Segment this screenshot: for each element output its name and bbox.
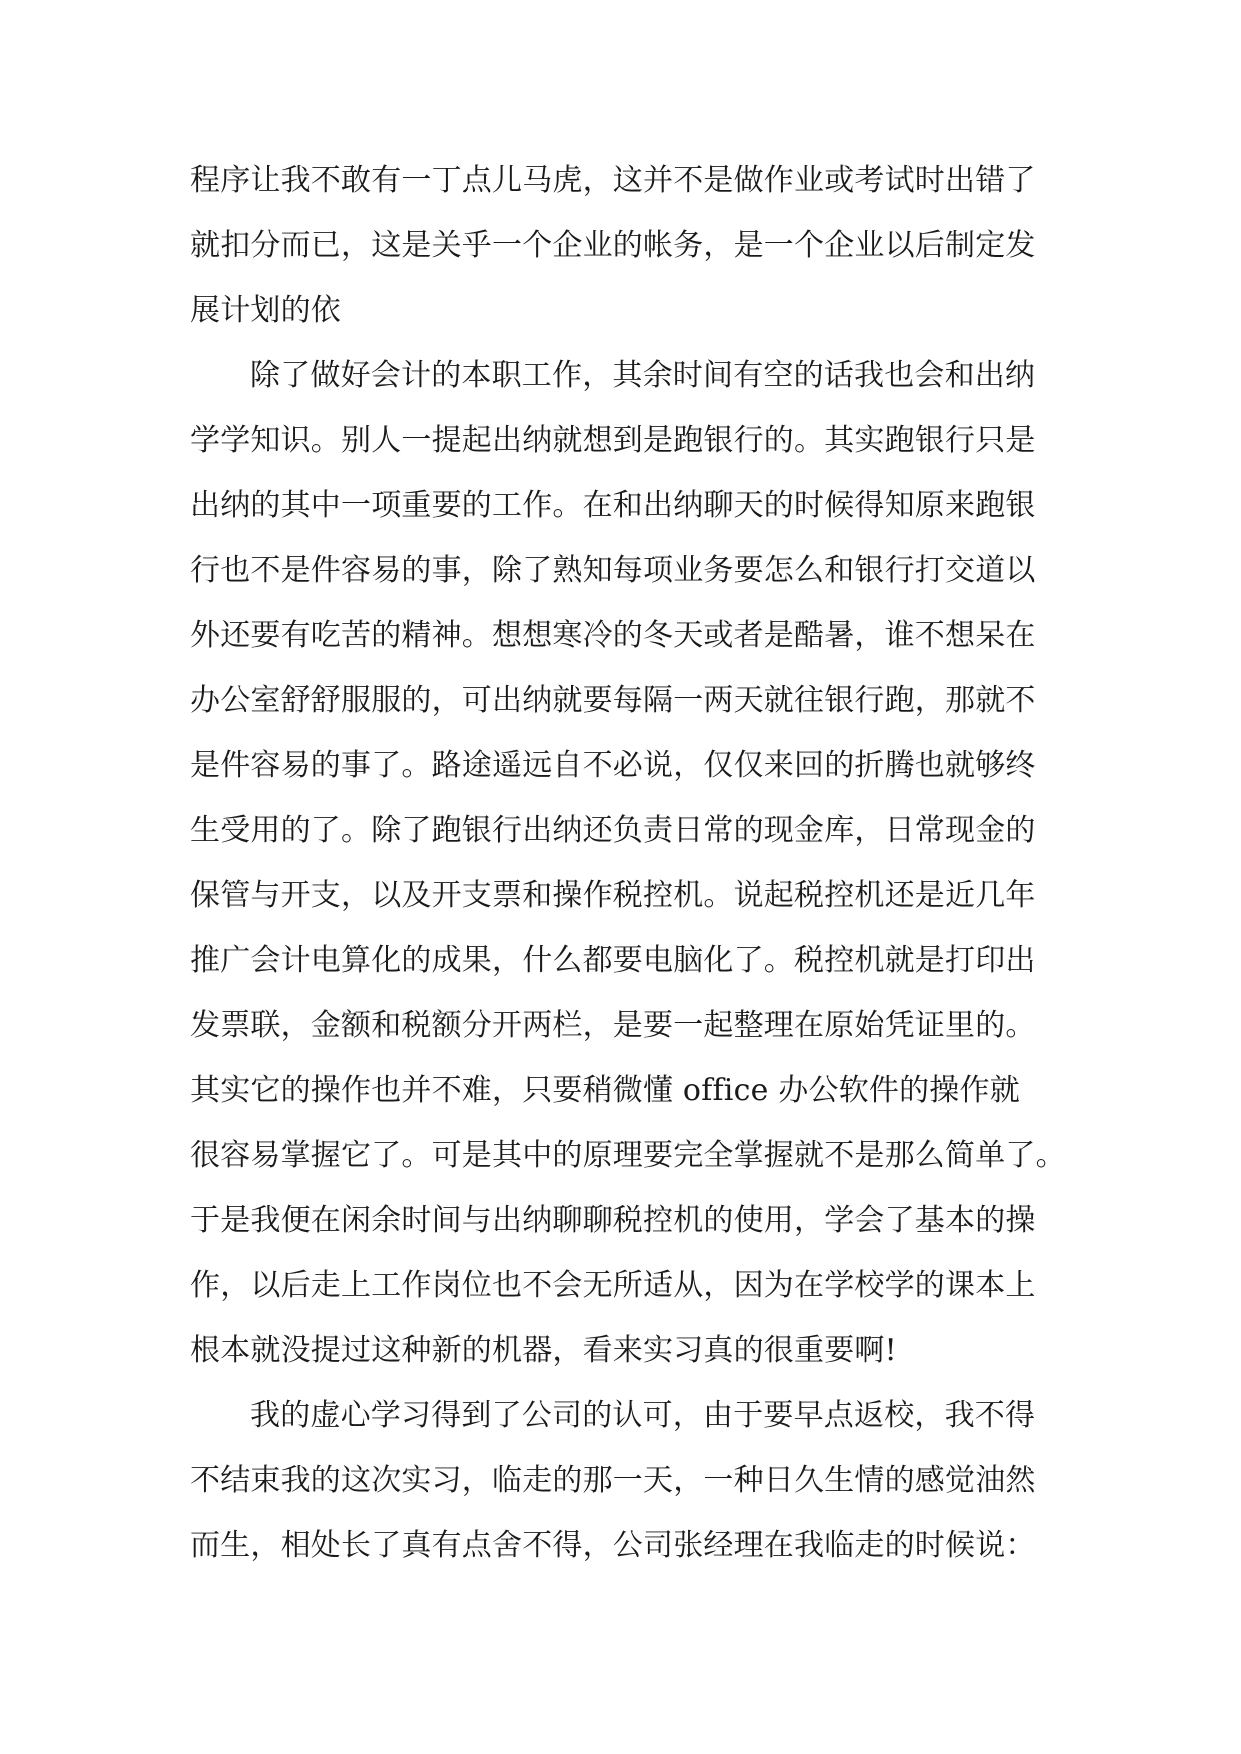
text-line: 办公室舒舒服服的，可出纳就要每隔一两天就往银行跑，那就不: [190, 683, 1036, 718]
paragraph-2: [190, 343, 1070, 1383]
text-line: 推广会计电算化的成果，什么都要电脑化了。税控机就是打印出: [190, 943, 1036, 978]
text-line: 程序让我不敢有一丁点儿马虎，这并不是做作业或考试时出错了: [190, 163, 1036, 198]
text-line: 生受用的了。除了跑银行出纳还负责日常的现金库，日常现金的: [190, 813, 1036, 848]
text-line: 很容易掌握它了。可是其中的原理要完全掌握就不是那么简单了。: [190, 1138, 1066, 1173]
text-line: 于是我便在闲余时间与出纳聊聊税控机的使用，学会了基本的操: [190, 1203, 1036, 1238]
text-line: 展计划的依: [190, 293, 341, 328]
text-line: 是件容易的事了。路途遥远自不必说，仅仅来回的折腾也就够终: [190, 748, 1036, 783]
text-line: 我的虚心学习得到了公司的认可，由于要早点返校，我不得: [250, 1398, 1036, 1433]
text-line: 不结束我的这次实习，临走的那一天，一种日久生情的感觉油然: [190, 1463, 1036, 1498]
paragraph-3: [190, 1383, 1070, 1578]
text-line: 其实它的操作也并不难，只要稍微懂 office 办公软件的操作就: [190, 1073, 1020, 1108]
text-line: 外还要有吃苦的精神。想想寒冷的冬天或者是酷暑，谁不想呆在: [190, 618, 1036, 653]
body-text: [190, 148, 1070, 1578]
text-line: 作，以后走上工作岗位也不会无所适从，因为在学校学的课本上: [190, 1268, 1036, 1303]
text-line: 学学知识。别人一提起出纳就想到是跑银行的。其实跑银行只是: [190, 423, 1036, 458]
text-line: 保管与开支，以及开支票和操作税控机。说起税控机还是近几年: [190, 878, 1036, 913]
text-line: 发票联，金额和税额分开两栏，是要一起整理在原始凭证里的。: [190, 1008, 1036, 1043]
text-line: 除了做好会计的本职工作，其余时间有空的话我也会和出纳: [250, 358, 1036, 393]
paragraph-1: [190, 148, 1070, 343]
text-line: 根本就没提过这种新的机器，看来实习真的很重要啊!: [190, 1333, 897, 1368]
text-line: 就扣分而已，这是关乎一个企业的帐务，是一个企业以后制定发: [190, 228, 1036, 263]
text-line: 而生，相处长了真有点舍不得，公司张经理在我临走的时候说：: [190, 1528, 1036, 1563]
text-line: 行也不是件容易的事，除了熟知每项业务要怎么和银行打交道以: [190, 553, 1036, 588]
text-line: 出纳的其中一项重要的工作。在和出纳聊天的时候得知原来跑银: [190, 488, 1036, 523]
